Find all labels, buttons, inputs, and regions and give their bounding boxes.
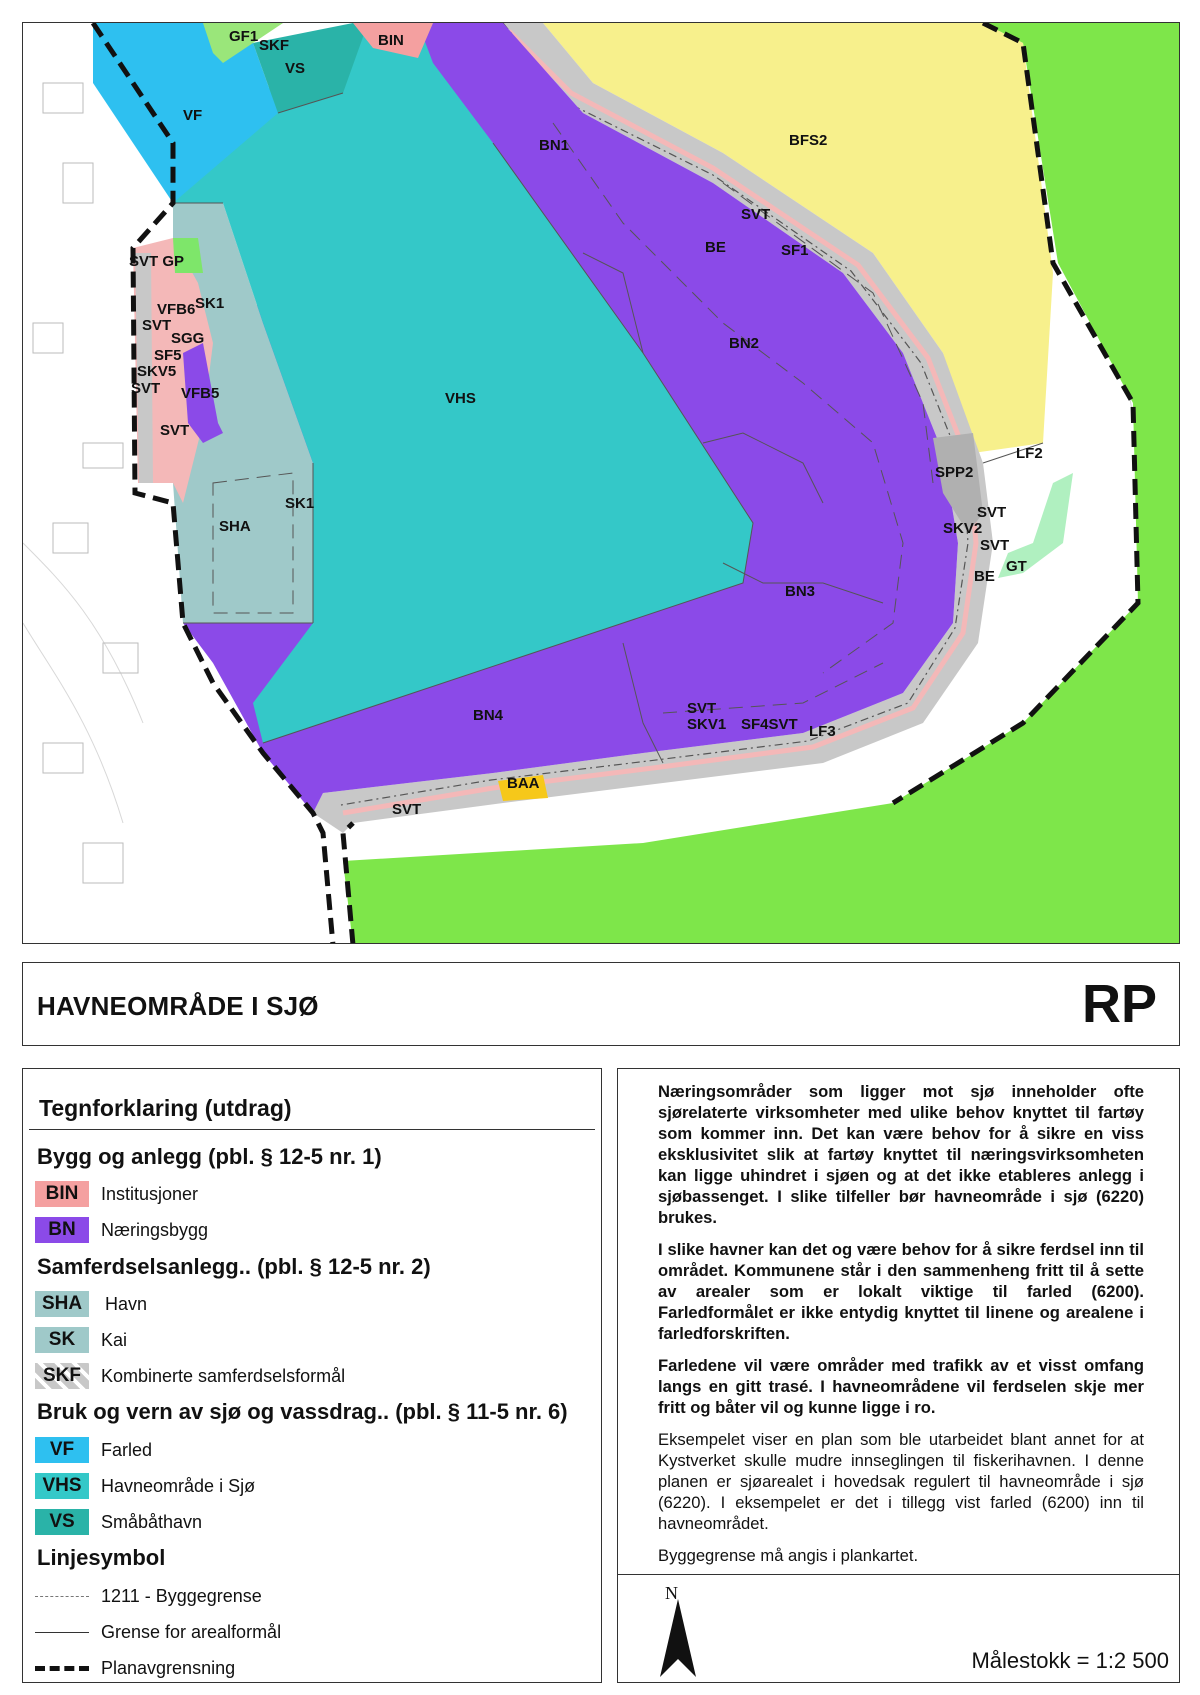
zone-label-vf: VF bbox=[183, 107, 203, 124]
zone-label-sk1b: SK1 bbox=[285, 495, 315, 512]
zone-label-vfb5: VFB5 bbox=[181, 385, 220, 402]
zone-label-sf4svt: SF4SVT bbox=[741, 716, 798, 733]
zone-label-sgg: SGG bbox=[171, 330, 205, 347]
map-drawing bbox=[23, 23, 1180, 944]
zone-label-vhs: VHS bbox=[445, 390, 476, 407]
legend-item-skf bbox=[35, 1361, 345, 1391]
paragraph-4: Eksempelet viser en plan som ble utarbeidet blant annet for at Kystverket skulle mudre innseglingen til fiskerihavnen. I denne planen er sjøarealet i hovedsak regulert til havneområde i sjø (6220). I eksempelet er det i tillegg vist farled (6200) inn til havneområdet. bbox=[658, 1430, 1144, 1533]
plan-code: RP bbox=[1081, 974, 1157, 1034]
legend-swatch: SK bbox=[35, 1327, 89, 1353]
legend-swatch: VF bbox=[35, 1437, 89, 1463]
zone-label-skf: SKF bbox=[259, 37, 289, 54]
legend-item-planavgrensning bbox=[35, 1653, 235, 1683]
zone-label-bfs2: BFS2 bbox=[789, 132, 828, 149]
zone-label-bn2: BN2 bbox=[729, 335, 760, 352]
legend-item-vs bbox=[35, 1507, 202, 1537]
zone-label-baa: BAA bbox=[507, 775, 540, 792]
zone-label-svt3: SVT bbox=[131, 380, 161, 397]
legend-label: Grense for arealformål bbox=[101, 1621, 282, 1642]
legend-item-bn bbox=[35, 1215, 208, 1245]
paragraph-3: Farledene vil være områder med trafikk av et visst omfang langs en gitt trasé. I havneområdene vil ferdselen skje mer fritt og båter vil og kunne ligge i ro. bbox=[658, 1356, 1144, 1417]
zone-label-bn3: BN3 bbox=[785, 583, 816, 600]
legend-label: Havneområde i Sjø bbox=[101, 1475, 256, 1496]
zone-label-lf2: LF2 bbox=[1016, 445, 1043, 462]
zone-label-skv5: SKV5 bbox=[137, 363, 177, 380]
legend-swatch: VS bbox=[35, 1509, 89, 1535]
zone-label-bn4: BN4 bbox=[473, 707, 504, 724]
zone-label-lf3: LF3 bbox=[809, 723, 836, 740]
zone-label-sf1: SF1 bbox=[781, 242, 809, 259]
solid-line-icon bbox=[35, 1619, 89, 1645]
legend-label: Havn bbox=[105, 1293, 148, 1314]
legend-swatch: SHA bbox=[35, 1291, 89, 1317]
legend-label: Småbåthavn bbox=[101, 1511, 203, 1532]
legend-item-vf bbox=[35, 1435, 152, 1465]
paragraph-1: Næringsområder som ligger mot sjø inneholder ofte sjørelaterte virksomheter med ulike behov knyttet til fartøy som kommer inn. Det kan være behov for å sikre en viss eksklusivitet slik at fartøy knyttet til næringsvirksomheten kan ligge uhindret i sjøen og at det ikke etableres anlegg i sjøbassenget. I slike tilfeller bør havneområde i sjø (6220) brukes. bbox=[658, 1082, 1144, 1227]
description-panel bbox=[617, 1068, 1180, 1683]
legend-swatch: VHS bbox=[35, 1473, 89, 1499]
zone-label-gt: GT bbox=[1006, 558, 1027, 575]
dashed-thick-line-icon bbox=[35, 1655, 89, 1681]
legend-item-grense bbox=[35, 1617, 281, 1647]
page-title: HAVNEOMRÅDE I SJØ bbox=[37, 991, 319, 1021]
zone-label-vfb6: VFB6 bbox=[157, 301, 196, 318]
zone-label-svt8: SVT bbox=[392, 801, 422, 818]
zone-label-vs: VS bbox=[285, 60, 306, 77]
title-bar bbox=[22, 962, 1180, 1046]
zone-label-bn1: BN1 bbox=[539, 137, 570, 154]
zone-label-sk1a: SK1 bbox=[195, 295, 225, 312]
north-label: N bbox=[665, 1583, 678, 1603]
legend-swatch: BN bbox=[35, 1217, 89, 1243]
legend-label: Institusjoner bbox=[101, 1183, 199, 1204]
zone-label-svt4: SVT bbox=[160, 422, 190, 439]
paragraph-5: Byggegrense må angis i plankartet. bbox=[658, 1546, 919, 1565]
legend-item-sha bbox=[35, 1289, 147, 1319]
panel-divider bbox=[618, 1574, 1179, 1575]
legend-label: Planavgrensning bbox=[101, 1657, 236, 1678]
legend-section-heading: Linjesymbol bbox=[37, 1545, 166, 1570]
legend-label: Farled bbox=[101, 1439, 153, 1460]
zone-label-gf1: GF1 bbox=[229, 28, 259, 45]
paragraph-2: I slike havner kan det og være behov for å sikre ferdsel inn til området. Kommunene står i den sammenheng fritt til å sette av arealer som er lokalt viktige til farled (6200). Farledformålet er ikke entydig knyttet til linene og arealene i farledforskriften. bbox=[658, 1240, 1144, 1343]
legend-swatch: SKF bbox=[35, 1363, 89, 1389]
zone-label-svt5: SVT bbox=[977, 504, 1007, 521]
legend-label: Næringsbygg bbox=[101, 1219, 209, 1240]
zone-label-svt2: SVT bbox=[142, 317, 172, 334]
zone-label-sha: SHA bbox=[219, 518, 251, 535]
zone-label-svtgp: SVT GP bbox=[129, 253, 185, 270]
legend-swatch: BIN bbox=[35, 1181, 89, 1207]
zone-label-svt7: SVT bbox=[687, 700, 717, 717]
legend-item-byggegrense bbox=[35, 1581, 262, 1611]
legend-section-heading: Bygg og anlegg (pbl. § 12-5 nr. 1) bbox=[37, 1144, 382, 1169]
legend-section-heading: Bruk og vern av sjø og vassdrag.. (pbl. § 11-5 nr. 6) bbox=[37, 1399, 568, 1424]
description-text bbox=[658, 1081, 1144, 1577]
zone-label-sf5: SF5 bbox=[154, 347, 182, 364]
legend-item-vhs bbox=[35, 1471, 255, 1501]
zone-label-be2: BE bbox=[974, 568, 995, 585]
zone-label-skv1: SKV1 bbox=[687, 716, 727, 733]
scale-text: Målestokk = 1:2 500 bbox=[971, 1648, 1169, 1673]
legend-item-bin bbox=[35, 1179, 198, 1209]
north-arrow-icon bbox=[656, 1589, 700, 1679]
zone-label-skv2: SKV2 bbox=[943, 520, 983, 537]
legend-section-heading: Samferdselsanlegg.. (pbl. § 12-5 nr. 2) bbox=[37, 1254, 431, 1279]
legend-panel bbox=[22, 1068, 602, 1683]
dashed-thin-line-icon bbox=[35, 1583, 89, 1609]
zone-label-spp2: SPP2 bbox=[935, 464, 974, 481]
legend-label: 1211 - Byggegrense bbox=[101, 1585, 262, 1606]
legend-item-sk bbox=[35, 1325, 127, 1355]
zone-label-be1: BE bbox=[705, 239, 726, 256]
plan-map bbox=[22, 22, 1180, 944]
legend-title: Tegnforklaring (utdrag) bbox=[39, 1095, 292, 1121]
legend-label: Kai bbox=[101, 1329, 128, 1350]
legend-divider bbox=[29, 1129, 595, 1130]
zone-label-svt1: SVT bbox=[741, 206, 771, 223]
zone-label-svt6: SVT bbox=[980, 537, 1010, 554]
legend-label: Kombinerte samferdselsformål bbox=[101, 1365, 346, 1386]
zone-label-bin: BIN bbox=[378, 32, 404, 49]
